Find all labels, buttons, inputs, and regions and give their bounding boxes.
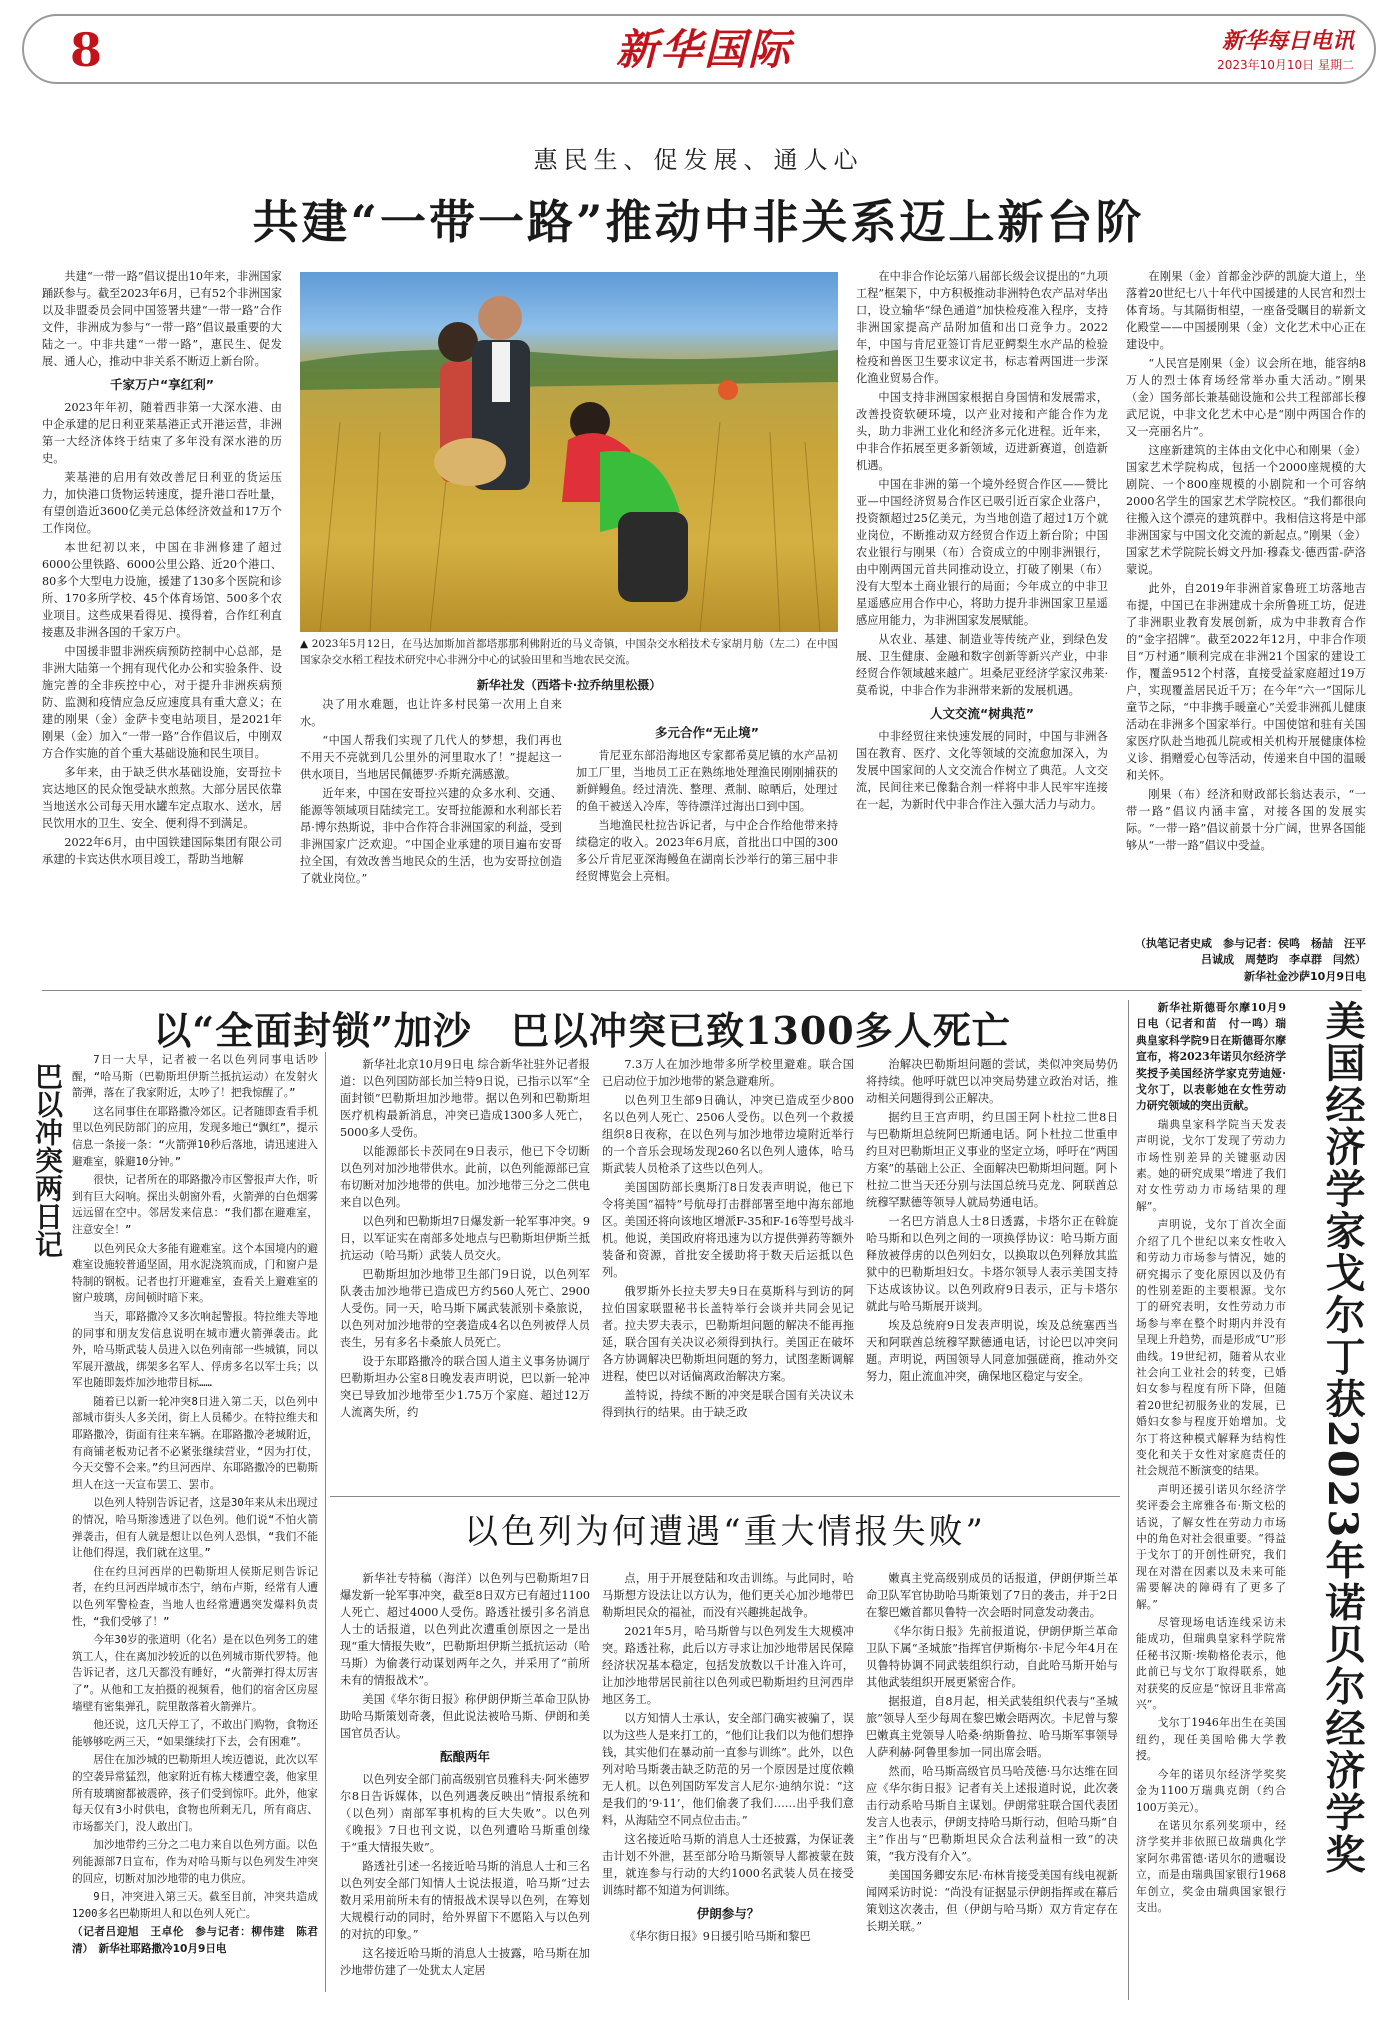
- brand-logo: 新华每日电讯: [1221, 28, 1354, 54]
- intel-subhead-2: 伊朗参与？: [696, 1906, 760, 1921]
- diary-p1: 7日一大早，记者被一名以色列同事电话吵醒，“哈马斯（巴勒斯坦伊斯兰抵抗运动）在发射火箭弹，落在了我家附近，太吵了！把我惊醒了。”: [72, 1054, 318, 1100]
- gaza-col1-p4: 巴勒斯坦加沙地带卫生部门9日说，以色列军队袭击加沙地带已造成巴方约560人死亡、2900人受伤。同一天，哈马斯下属武装派别卡桑旅说，以色列对加沙地带的空袭造成4名以色列被俘人员丧生，另有多名卡桑旅人员死亡。: [340, 1268, 590, 1349]
- lead-col1b-p6: 2022年6月，由中国铁建国际集团有限公司承建的卡宾达供水项目竣工，帮助当地解: [42, 836, 282, 866]
- intel-col1-p1: 新华社专特稿（海洋）以色列与巴勒斯坦7日爆发新一轮军事冲突，截至8日双方已有超过1100人死亡、超过4000人受伤。路透社援引多名消息人士的话报道，以色列此次遭重创原因之一是出现“重大情报失败”，巴勒斯坦伊斯兰抵抗运动（哈马斯）为偷袭行动谋划两年之久，并采用了“前所未有的情报战术”。: [340, 1572, 590, 1687]
- photo-credit: 新华社发（西塔卡·拉乔纳里松摄）: [476, 678, 662, 692]
- diary-p5: 当天，耶路撒冷又多次响起警报。特拉维夫等地的同事和朋友发信息说明在城市遭火箭弹袭击。此外，哈马斯武装人员进入以色列南部一些城镇，同以军展开激战，绑架多名军人、俘虏多名以军士兵；以军也随即轰炸加沙地带目标……: [72, 1310, 318, 1390]
- intel-col3-p4: 然而，哈马斯高级官员马哈茂德·马尔达维在回应《华尔街日报》记者有关上述报道时说，此次袭击行动系哈马斯自主谋划。伊朗常驻联合国代表团发言人也表示，伊朗支持哈马斯行动，但哈马斯“自主”作出与“巴勒斯坦民众合法利益相一致”的决策，“我方没有介入”。: [866, 1765, 1118, 1863]
- divider-gaza: [330, 1496, 1120, 1497]
- intel-col3-p3: 据报道，自8月起，相关武装组织代表与“圣城旅”领导人至少每周在黎巴嫩会晤两次。卡尼曾与黎巴嫩真主党领导人哈桑·纳斯鲁拉、哈马斯军事领导人萨利赫·阿鲁里参加一同出席会晤。: [866, 1695, 1118, 1759]
- gaza-col2-p1: 7.3万人在加沙地带多所学校里避难。联合国已启动位于加沙地带的紧急避难所。: [602, 1058, 854, 1088]
- page-number: 8: [70, 23, 103, 77]
- lead-photo: [300, 272, 838, 632]
- lead-col5-p5: 刚果（布）经济和财政部长翁达表示，“一带一路”倡议内涵丰富，对接各国的发展实际。“一带一路”倡议前景十分广阔，世界各国能够从“一带一路”倡议中受益。: [1126, 788, 1366, 852]
- lead-dateline: 新华社金沙萨10月9日电: [1244, 970, 1366, 983]
- diary-p9: 今年30岁的张道明（化名）是在以色列务工的建筑工人，住在离加沙较近的以色列城市斯代罗特。他告诉记者，这几天都没有睡好，“火箭弹打得太厉害了”。从他和工友拍摄的视频看，他们的宿舍区房屋墙壁有密集弹孔，院里散落着火箭弹片。: [72, 1634, 318, 1713]
- intel-col1b-p2: 路透社引述一名接近哈马斯的消息人士和三名以色列安全部门知情人士说法报道，哈马斯“过去数月采用前所未有的情报战术误导以色列，在筹划大规模行动的同时，给外界留下不愿陷入与以色列的对抗的印象。”: [340, 1860, 590, 1941]
- lead-column-1: [42, 268, 282, 980]
- intel-column-2: [602, 1570, 854, 2010]
- nobel-p3: 声明说，戈尔丁首次全面介绍了几个世纪以来女性收入和劳动力市场参与情况，她的研究揭示了变化原因以及仍有的性别差距的主要根源。戈尔丁的研究表明，女性劳动力市场参与率在整个时期内并没有呈现上升趋势，而是形成“U”形曲线。19世纪初，随着从农业社会向工业社会的转变，已婚妇女参与程度有所下降，但随着20世纪初服务业的发展，已婚妇女参与程度开始增加。戈尔丁将这种模式解释为结构性变化和关于女性对家庭责任的社会规范不断演变的结果。: [1136, 1218, 1286, 1478]
- diary-p6: 随着已以新一轮冲突8日进入第二天，以色列中部城市街头人多关闭，街上人员稀少。在特拉维夫和耶路撒冷，街面有往来车辆。在耶路撒冷老城附近，有商铺老板劝记者不必紧张继续营业，“因为打仗，今天交警不会来。”约旦河西岸、东耶路撒冷的巴勒斯坦人在这一天宣布罢工、罢市。: [72, 1395, 318, 1491]
- intel-headline: 以色列为何遭遇“重大情报失败”: [464, 1512, 986, 1552]
- diary-p4: 以色列民众大多能有避难室。这个本国境内的避难室设施较普通坚固，用水泥浇筑而成，门和窗户是特制的钢板。记者也打开避难室，查看关上避难室的窗户玻璃，房间顿时暗下来。: [72, 1242, 318, 1305]
- diary-title: 巴以冲突两日记: [31, 1062, 64, 1258]
- lead-col5-p1: 在刚果（金）首都金沙萨的凯旋大道上，坐落着20世纪七八十年代中国援建的人民宫和烈士体育场。与其隔街相望，一座备受瞩目的崭新文化殿堂——中国援刚果（金）文化艺术中心正在建设中。: [1126, 270, 1366, 351]
- nobel-p5: 尽管现场电话连线采访未能成功，但瑞典皇家科学院常任秘书汉斯·埃勒格伦表示，他此前已与戈尔丁取得联系，她对获奖的反应是“惊讶且非常高兴”。: [1136, 1616, 1286, 1712]
- intel-col3-p2: 《华尔街日报》先前报道说，伊朗伊斯兰革命卫队下属“圣城旅”指挥官伊斯梅尔·卡尼今年4月在贝鲁特协调不同武装组织行动，自此哈马斯开始与其他武装组织开展更紧密合作。: [866, 1625, 1118, 1689]
- gaza-col1-p3: 以色列和巴勒斯坦7日爆发新一轮军事冲突。9日，以军证实在南部多处地点与巴勒斯坦伊斯兰抵抗运动（哈马斯）武装人员交火。: [340, 1215, 590, 1262]
- intel-column-3: [866, 1570, 1118, 2010]
- lead-col4-p3: 中国在非洲的第一个境外经贸合作区——赞比亚—中国经济贸易合作区已吸引近百家企业落户，投资额超过25亿美元，为当地创造了超过1万个就业岗位，不断推动双方经贸合作迈上新台阶；中国农业银行与刚果（布）合资成立的中刚非洲银行，由中刚两国元首共同推动设立，打破了刚果（布）没有大型本土商业银行的局面；今年成立的中非卫星遥感应用合作中心，将助力提升非洲国家卫星遥感应用能力，为非洲国家发展赋能。: [856, 478, 1108, 627]
- nobel-column: [1136, 1000, 1286, 2008]
- intel-col3-p5: 美国国务卿安东尼·布林肯接受美国有线电视新闻网采访时说：“尚没有证据显示伊朗指挥或在幕后策划这次袭击，但（伊朗与哈马斯）双方肯定存在长期关联。”: [866, 1869, 1118, 1933]
- gaza-col3-p4: 埃及总统府9日发表声明说，埃及总统塞西当天和阿联酋总统穆罕默德通电话，讨论巴以冲突问题。声明说，两国领导人同意加强磋商，推动外交努力，阻止流血冲突，确保地区稳定与安全。: [866, 1319, 1118, 1383]
- divider-lead: [42, 990, 1362, 991]
- nobel-headline: 美国经济学家戈尔丁获2023年诺贝尔经济学奖: [1319, 1000, 1366, 1876]
- lead-column-5: [1126, 268, 1366, 936]
- gaza-column-3: [866, 1056, 1118, 1492]
- lead-col3-p1: 肯尼亚东部沿海地区专家都希莫尼镇的水产品初加工厂里，当地员工正在熟练地处理渔民刚刚捕获的新鲜鳗鱼。经过清洗、整理、煮制、晾晒后，处理过的鱼干被送入冷库，等待漂洋过海出口到中国。: [576, 749, 838, 813]
- lead-col4b-p1: 中非经贸往来快速发展的同时，中国与非洲各国在教育、医疗、文化等领域的交流愈加深入，为发展中国家间的人文交流合作树立了典范。人文交流，民间往来已像黏合剂一样将中非人民牢牢连接在一起，为新时代中非合作注入强大活力与动力。: [856, 730, 1108, 811]
- gaza-col2-p4: 俄罗斯外长拉夫罗夫9日在莫斯科与到访的阿拉伯国家联盟秘书长盖特举行会谈并共同会见记者。拉夫罗夫表示，巴勒斯坦问题的解决不能再拖延，联合国有关决议必须得到执行。美国正在破坏各方协调解决巴勒斯坦问题的努力，试图垄断调解进程，使巴以对话偏离政治解决方案。: [602, 1285, 854, 1383]
- nobel-p8: 在诺贝尔系列奖项中，经济学奖并非依照已故瑞典化学家阿尔弗雷德·诺贝尔的遗嘱设立，而是由瑞典国家银行1968年创立，奖金由瑞典国家银行支出。: [1136, 1818, 1286, 1914]
- issue-date: 2023年10月10日 星期二: [1217, 58, 1354, 72]
- lead-col1b-p5: 多年来，由于缺乏供水基础设施，安哥拉卡宾达地区的民众饱受缺水煎熬。大部分居民依靠当地送水公司每天用水罐车定点取水、送水，居民饮用水的卫生、安全、便利得不到满足。: [42, 766, 282, 830]
- lead-column-2: [300, 696, 562, 982]
- rice-field-illustration: [300, 272, 838, 632]
- nobel-p2: 瑞典皇家科学院当天发表声明说，戈尔丁发现了劳动力市场性别差异的关键驱动因素。她的研究成果“增进了我们对女性劳动力市场结果的理解”。: [1136, 1117, 1286, 1213]
- intel-col2-p3: 以方知情人士承认，安全部门确实被骗了，误以为这些人是来打工的，“他们让我们以为他们想挣钱，其实他们在暴动前一直参与训练”。此外，以色列对哈马斯袭击缺乏防范的另一个原因是过度依赖无人机。以色列国防军发言人尼尔·迪纳尔说：“这是我们的‘9·11’，他们偷袭了我们……出乎我们意料，从海陆空不同点位击击。”: [602, 1712, 854, 1827]
- gaza-col1-p5: 设于东耶路撒冷的联合国人道主义事务协调厅巴勒斯坦办公室8日晚发表声明说，巴以新一轮冲突已导致加沙地带至少1.75万个家庭、超过12万人流离失所，约: [340, 1355, 590, 1419]
- lead-col1b-p4: 中国援非盟非洲疾病预防控制中心总部，是非洲大陆第一个拥有现代化办公和实验条件、设施完善的全非疾控中心，对于提升非洲疾病预防、监测和疫情应急反应速度具有重大意义；在建的刚果（金）金萨卡变电站项目，是2021年刚果（金）加入“一带一路”合作倡议后，中刚双方合作实施的首个重大基础设施和民生项目。: [42, 645, 282, 760]
- lead-column-4: [856, 268, 1108, 982]
- lead-col5-p3: 这座新建筑的主体由文化中心和刚果（金）国家艺术学院构成，包括一个2000座规模的大剧院、一个800座规模的小剧院和一个可容纳2000名学生的国家艺术学院校区。“我们都很向往搬入这个漂亮的建筑群中。我相信这将是中部非洲国家与中国文化交流的新起点。”刚果（金）国家艺术学院院长姆文丹加·穆森戈·德西雷-萨洛蒙说。: [1126, 444, 1366, 576]
- lead-col4-p1: 在中非合作论坛第八届部长级会议提出的“九项工程”框架下，中方积极推动非洲特色农产品对华出口，设立输华“绿色通道”加快检疫准入程序，支持非洲国家提高产品附加值和出口竞争力。2022年，中国与肯尼亚签订肯尼亚鳄梨生水产品的检验检疫和兽医卫生要求议定书，标志着两国进一步深化渔业贸易合作。: [856, 270, 1108, 385]
- gaza-col1-p1: 新华社北京10月9日电 综合新华社驻外记者报道：以色列国防部长加兰特9日说，已指示以军“全面封锁”巴勒斯坦加沙地带。据以色列和巴勒斯坦医疗机构最新消息，冲突已造成1300多人死亡，5000多人受伤。: [340, 1058, 590, 1139]
- lead-col1b-p1: 2023年年初，随着西非第一大深水港、由中企承建的尼日利亚莱基港正式开港运营，非洲第一大经济体终于结束了多年没有深水港的历史。: [42, 401, 282, 465]
- lead-col1b-p2: 莱基港的启用有效改善尼日利亚的货运压力，加快港口货物运转速度，提升港口吞吐量，有望创造近3600亿美元总体经济效益和17万个工作岗位。: [42, 471, 282, 535]
- lead-subhead-1: 千家万户“享红利”: [110, 377, 214, 392]
- intel-col1-p2: 美国《华尔街日报》称伊朗伊斯兰革命卫队协助哈马斯策划奇袭，但此说法被哈马斯、伊朗和美国官员否认。: [340, 1693, 590, 1740]
- intel-col2-p4: 这名接近哈马斯的消息人士还披露，为保证袭击计划不外泄，甚至部分哈马斯领导人都被蒙在鼓里，就连参与行动的大约1000名武装人员在接受训练时都不知道为何训练。: [602, 1833, 854, 1897]
- section-title: 新华国际: [615, 25, 792, 74]
- lead-col4-p4: 从农业、基建、制造业等传统产业，到绿色发展、卫生健康、金融和数字创新等新兴产业，中非经贸合作领域越来越广。坦桑尼亚经济学家汉弗莱·莫希说，中非合作为非洲带来新的发展机遇。: [856, 633, 1108, 697]
- lead-byline: （执笔记者史咸 参与记者：侯鸣 杨喆 汪平 吕诚成 周楚昀 李卓群 闫然）: [1135, 937, 1377, 966]
- gaza-col2-p3: 美国国防部长奥斯汀8日发表声明说，他已下令将美国“福特”号航母打击群部署至地中海东部地区。美国还将向该地区增派F-35和F-16等型号战斗机。他说，美国政府将迅速为以方提供弹药等额外装备和资源，首批安全援助将于数天后运抵以色列。: [602, 1181, 854, 1279]
- intel-col3-p1: 嫩真主党高级别成员的话报道，伊朗伊斯兰革命卫队军官协助哈马斯策划了7日的袭击，并于2日在黎巴嫩首都贝鲁特一次会晤时同意发动袭击。: [866, 1572, 1118, 1619]
- nobel-p6: 戈尔丁1946年出生在美国纽约，现任美国哈佛大学教授。: [1136, 1716, 1286, 1763]
- intel-subhead-1: 酝酿两年: [439, 1749, 490, 1764]
- intel-col2-p1: 点，用于开展登陆和攻击训练。与此同时，哈马斯想方设法让以方认为，他们更关心加沙地带巴勒斯坦民众的福祉，而没有兴趣挑起战争。: [602, 1572, 854, 1619]
- lead-col2-p1: 决了用水难题，也让许多村民第一次用上自来水。: [300, 698, 562, 728]
- gaza-col1-p2: 以能源部长卡茨同在9日表示，他已下令切断以色列对加沙地带供水。此前，以色列能源部已宣布切断对加沙地带的供电。加沙地带三分之二供电来自以色列。: [340, 1145, 590, 1209]
- intel-col1b-p3: 这名接近哈马斯的消息人士披露，哈马斯在加沙地带仿建了一处犹太人定居: [340, 1947, 590, 1977]
- intel-col2b-p1: 《华尔街日报》9日援引哈马斯和黎巴: [624, 1930, 811, 1943]
- gaza-col3-p3: 一名巴方消息人士8日透露，卡塔尔正在斡旋哈马斯和以色列之间的一项换俘协议：哈马斯方面释放被俘虏的以色列妇女，以换取以色列释放其监狱中的巴勒斯坦妇女。卡塔尔领导人表示美国支持下达成该协议。以色列政府9日表示，正与卡塔尔就此与哈马斯展开谈判。: [866, 1215, 1118, 1313]
- intel-column-1: [340, 1570, 590, 2010]
- masthead: [22, 14, 1376, 84]
- lead-column-3: [576, 718, 838, 982]
- gaza-headline: 以“全面封锁”加沙 巴以冲突已致1300多人死亡: [153, 1008, 1011, 1053]
- nobel-p4: 声明还援引诺贝尔经济学奖评委会主席雅各布·斯文松的话说，了解女性在劳动力市场中的角色对社会很重要。“得益于戈尔丁的开创性研究，我们现在对潜在因素以及未来可能需要解决的障碍有了更多了解。”: [1136, 1482, 1286, 1611]
- diary-text: [72, 1052, 318, 1980]
- lead-headline: 共建“一带一路”推动中非关系迈上新台阶: [252, 195, 1145, 249]
- lead-col1b-p3: 本世纪初以来，中国在非洲修建了超过6000公里铁路、6000公里公路、近20个港口、80多个大型电力设施，援建了130多个医院和诊所、170多所学校、45个体育场馆、500多个农业项目。这些成果看得见、摸得着，合作红利直接惠及非洲各国的千家万户。: [42, 541, 282, 639]
- lead-col2-p2: “中国人帮我们实现了几代人的梦想，我们再也不用天不亮就到几公里外的河里取水了！”提起这一供水项目，当地居民佩德罗·乔斯充满感激。: [300, 734, 562, 781]
- diary-p2: 这名同事住在耶路撒冷郊区。记者随即查看手机里以色列民防部门的应用，发现多地已“飘红”，提示信息一条接一条：“火箭弹10秒后落地，请迅速进入避难室，躲避10分钟。”: [72, 1105, 318, 1168]
- lead-kicker: 惠民生、促发展、通人心: [533, 146, 864, 174]
- lead-col5-p4: 此外，自2019年非洲首家鲁班工坊落地吉布提，中国已在非洲建成十余所鲁班工坊，促进了非洲职业教育发展创新，成为中非教育合作的“金字招牌”。截至2022年12月，中非合作项目“万村通”顺利完成在非洲21个国家的建设工作，覆盖9512个村落，直接受益家庭超过19万户，实现覆盖居民近千万；在今年“六一”国际儿童节之际，“中非携手暖童心”关爱非洲孤儿健康活动在非洲多个国家举行。中国使馆和驻有关国家医疗队赴当地孤儿院或相关机构开展健康体检义诊、捐赠爱心包等活动，传递来自中国的温暖和关怀。: [1126, 582, 1366, 782]
- lead-subhead-3: 人文交流“树典范”: [930, 706, 1034, 721]
- lead-col5-p2: “人民宫是刚果（金）议会所在地，能容纳8万人的烈士体育场经常举办重大活动。”刚果（金）国务部长兼基础设施和公共工程部部长穆武尼说，中非文化艺术中心是“刚中两国合作的又一亮丽名片”。: [1126, 357, 1366, 438]
- photo-caption-text: ▲ 2023年5月12日，在马达加斯加首都塔那那利佛附近的马义奇镇，中国杂交水稻技术专家胡月舫（左二）在中国国家杂交水稻工程技术研究中心非洲分中心的试验田里和当地农民交流。: [300, 638, 838, 666]
- nobel-p7: 今年的诺贝尔经济学奖奖金为1100万瑞典克朗（约合100万美元）。: [1136, 1767, 1286, 1814]
- lead-col1-p1: 共建“一带一路”倡议提出10年来，非洲国家踊跃参与。截至2023年6月，已有52个非洲国家以及非盟委员会同中国签署共建“一带一路”合作文件，非洲成为参与“一带一路”倡议最重要的大陆之一。中非共建“一带一路”，惠民生、促发展、通人心，推动中非关系不断迈上新台阶。: [42, 270, 282, 368]
- diary-p11: 居住在加沙城的巴勒斯坦人埃迈德说，此次以军的空袭异常猛烈，他家附近有栋大楼遭空袭，他家里所有玻璃窗都被震碎，孩子们受到惊吓。此外，他家每天仅有3小时供电，食物也所剩无几，所有商店、市场都关门，没人敢出门。: [72, 1754, 318, 1833]
- diary-p12: 加沙地带约三分之二电力来自以色列方面。以色列能源部7日宣布，作为对哈马斯与以色列发生冲突的回应，切断对加沙地带的电力供应。: [72, 1839, 318, 1885]
- diary-p7: 以色列人特别告诉记者，这是30年来从未出现过的情况，哈马斯渗透进了以色列。他们说“不怕火箭弹袭击，但有人就是想让以色列人恐惧，“我们不能让他们得逞，我们就在这里。”: [72, 1497, 318, 1560]
- diary-byline: （记者吕迎旭 王卓伦 参与记者：柳伟建 陈君清） 新华社耶路撒冷10月9日电: [72, 1926, 318, 1955]
- intel-col1b-p1: 以色列安全部门前高级别官员雅科夫·阿米德罗尔8日告诉媒体，以色列遇袭反映出“情报系统和（以色列）南部军事机构的巨大失败”。以色列《晚报》7日也刊文说，以色列遭哈马斯重创缘于“重大情报失败”。: [340, 1773, 590, 1854]
- nobel-p1: 新华社斯德哥尔摩10月9日电（记者和苗 付一鸣）瑞典皇家科学院9日在斯德哥尔摩宣布，将2023年诺贝尔经济学奖授予美国经济学家克劳迪娅·戈尔丁，以表彰她在女性劳动力研究领域的突出贡献。: [1136, 1001, 1286, 1113]
- diary-p13: 9日，冲突进入第三天。截至目前，冲突共造成1200多名巴勒斯坦人和以色列人死亡。: [72, 1891, 318, 1920]
- diary-p8: 住在约旦河西岸的巴勒斯坦人侯斯尼则告诉记者，在约旦河西岸城市杰宁，纳布卢斯，经常有人遭以色列军警检查，当地人也经常遭遇突发爆料负责性，“我们受够了！”: [72, 1565, 318, 1628]
- lead-col2-p3: 近年来，中国在安哥拉兴建的众多水利、交通、能源等领域项目陆续完工。安哥拉能源和水利部长若昂·博尔热斯说，非中合作符合非洲国家的利益，受到非洲国家广泛欢迎。“中国企业承建的项目遍布安哥拉全国，有效改善当地民众的生活，也为安哥拉创造了就业岗位。”: [300, 787, 562, 885]
- lead-subhead-2: 多元合作“无止境”: [655, 725, 759, 740]
- diary-p10: 他还说，这几天停工了，不敢出门购物，食物还能够够吃两三天，“如果继续打下去，会有困难”。: [72, 1719, 318, 1748]
- diary-box: [31, 1052, 326, 1992]
- gaza-col2-p2: 以色列卫生部9日确认，冲突已造成至少800名以色列人死亡、2506人受伤。以色列一个救援组织8日夜称，在以色列与加沙地带边境附近举行的一个音乐会现场发现260名以色列人遗体，哈马斯武装人员枪杀了这些以色列人。: [602, 1094, 854, 1175]
- gaza-col2-p5: 盖特说，持续不断的冲突是联合国有关决议未得到执行的结果。由于缺乏政: [602, 1389, 854, 1419]
- gaza-column-1: [340, 1056, 590, 1492]
- photo-caption: [300, 636, 838, 676]
- gaza-col3-p1: 治解决巴勒斯坦问题的尝试，类似冲突局势仍将持续。他呼吁就巴以冲突局势建立政治对话，推动相关问题得到公正解决。: [866, 1058, 1118, 1105]
- divider-nobel: [1128, 1000, 1129, 2000]
- intel-col2-p2: 2021年5月，哈马斯曾与以色列发生大规模冲突。路透社称，此后以方寻求让加沙地带居民保障经济状况基本稳定，包括发放数以千计准入许可，让加沙地带居民前往以色列或巴勒斯坦约旦河西岸地区务工。: [602, 1625, 854, 1706]
- gaza-col3-p2: 据约旦王宫声明，约旦国王阿卜杜拉二世8日与巴勒斯坦总统阿巴斯通电话。阿卜杜拉二世重申约旦对巴勒斯坦正义事业的坚定立场，呼吁在“两国方案”的基础上公正、全面解决巴勒斯坦问题。阿卜杜拉二世当天还分别与法国总统马克龙、阿联酋总统穆罕默德等领导人就局势通电话。: [866, 1111, 1118, 1209]
- gaza-column-2: [602, 1056, 854, 1492]
- lead-col3-p2: 当地渔民杜拉告诉记者，与中企合作给他带来持续稳定的收入。2023年6月底，首批出口中国的300多公斤肯尼亚深海鳗鱼在湖南长沙举行的第三届中非经贸博览会上亮相。: [576, 819, 838, 883]
- lead-col4-p2: 中国支持非洲国家根据自身国情和发展需求，改善投资软硬环境，以产业对接和产能合作为龙头，助力非洲工业化和经济多元化进程。近年来，中非合作拓展至更多新领域，迈进新赛道，创造新机遇。: [856, 391, 1108, 472]
- diary-p3: 很快，记者所在的耶路撒冷市区警报声大作，听到有巨大闷响。探出头朝窗外看，火箭弹的白色烟雾远远留在空中。邻居发来信息：“我们都在避难室，注意安全！”: [72, 1174, 318, 1236]
